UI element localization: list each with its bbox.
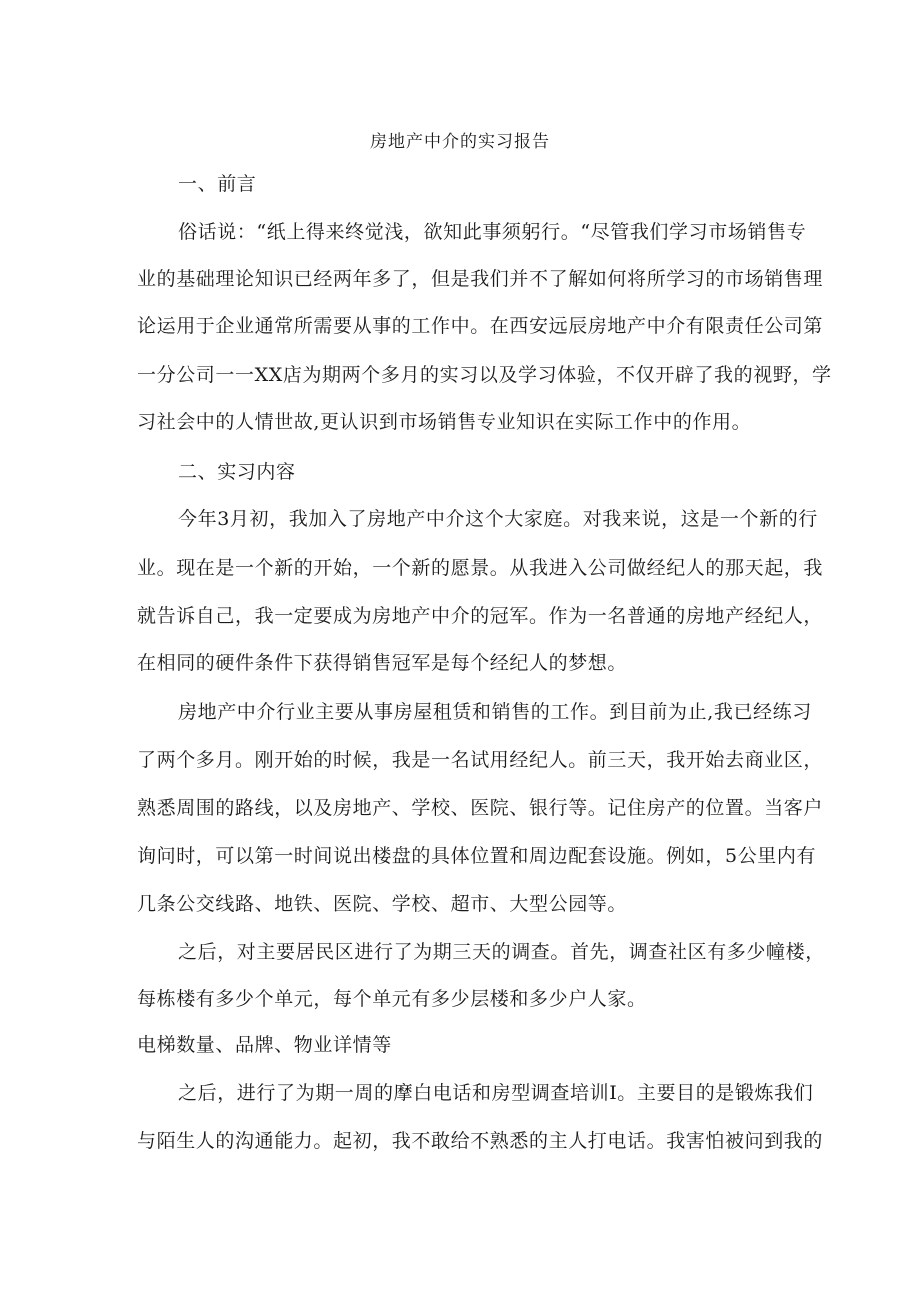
paragraph-line: 在相同的硬件条件下获得销售冠军是每个经纪人的梦想。 [137,652,628,674]
paragraph-line: 几条公交线路、地铁、医院、学校、超市、大型公园等。 [137,893,628,915]
paragraph-line: 业。现在是一个新的开始，一个新的愿景。从我进入公司做经纪人的那天起，我 [137,557,824,579]
heading-internship-content: 二、实习内容 [178,461,296,483]
paragraph-line: 俗话说：“纸上得来终觉浅，欲知此事须躬行。“尽管我们学习市场销售专 [178,221,807,243]
paragraph-line: 就告诉自己，我一定要成为房地产中介的冠军。作为一名普通的房地产经纪人， [137,605,824,627]
paragraph-line: 电梯数量、品牌、物业详情等 [137,1034,392,1056]
paragraph-line: 了两个多月。刚开始的时候，我是一名试用经纪人。前三天，我开始去商业区， [137,749,824,771]
paragraph-line: 之后，进行了为期一周的摩白电话和房型调查培训I。主要目的是锻炼我们 [178,1082,814,1104]
paragraph-line: 习社会中的人情世故,更认识到市场销售专业知识在实际工作中的作用。 [137,411,752,433]
paragraph-line: 一分公司一一XX店为期两个多月的实习以及学习体验，不仅开辟了我的视野，学 [137,364,832,386]
paragraph-line: 与陌生人的沟通能力。起初，我不敢给不熟悉的主人打电话。我害怕被问到我的 [137,1130,824,1152]
paragraph-line: 业的基础理论知识已经两年多了，但是我们并不了解如何将所学习的市场销售理 [137,268,824,290]
document-title: 房地产中介的实习报告 [370,132,550,152]
paragraph-line: 房地产中介行业主要从事房屋租赁和销售的工作。到目前为止,我已经练习 [178,701,812,723]
heading-preface: 一、前言 [178,173,257,195]
paragraph-line: 今年3月初，我加入了房地产中介这个大家庭。对我来说，这是一个新的行 [178,508,818,530]
paragraph-line: 论运用于企业通常所需要从事的工作中。在西安远辰房地产中介有限责任公司第 [137,315,824,337]
paragraph-line: 之后，对主要居民区进行了为期三天的调查。首先，调查社区有多少幢楼， [178,941,825,963]
paragraph-line: 熟悉周围的路线，以及房地产、学校、医院、银行等。记住房产的位置。当客户 [137,797,824,819]
paragraph-line: 每栋楼有多少个单元，每个单元有多少层楼和多少户人家。 [137,988,647,1010]
paragraph-line: 询问时，可以第一时间说出楼盘的具体位置和周边配套设施。例如，5公里内有 [137,845,817,867]
